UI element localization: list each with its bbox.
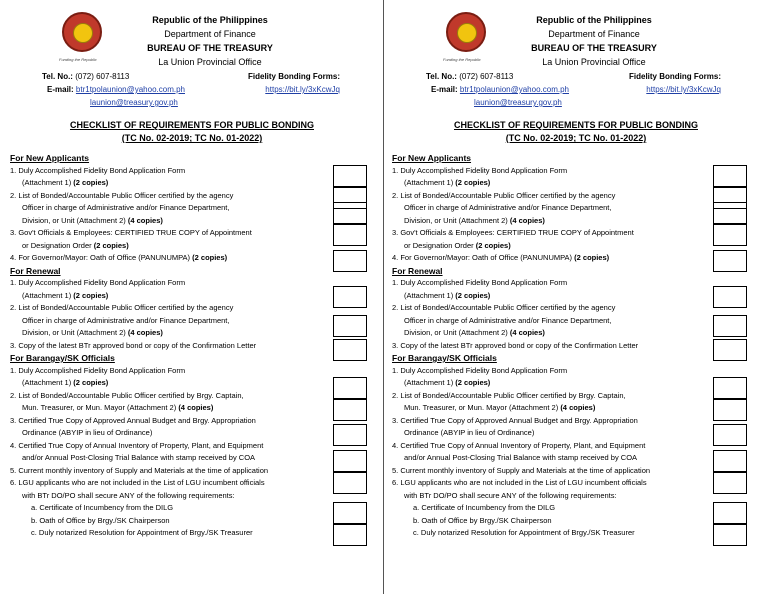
- list-item: 1. Duly Accomplished Fidelity Bond Application Form: [10, 365, 186, 375]
- list-item: 3. Gov't Officials & Employees: CERTIFIED TRUE COPY of Appointment: [392, 228, 634, 237]
- checkbox[interactable]: [713, 339, 747, 361]
- list-item: Officer in charge of Administrative and/or Finance Department,: [404, 315, 612, 325]
- email-link-1[interactable]: btr1tpolaunion@yahoo.com.ph: [75, 85, 185, 94]
- requirements-list: [10, 152, 330, 540]
- checkbox[interactable]: [713, 202, 747, 224]
- list-item: (Attachment 1) (2 copies): [404, 378, 491, 387]
- list-item: with BTr DO/PO shall secure ANY of the following requirements:: [404, 490, 617, 500]
- list-item: 5. Current monthly inventory of Supply and Materials at the time of application: [10, 465, 269, 475]
- tel-label: Tel. No.:: [42, 72, 73, 81]
- list-item: (Attachment 1) (2 copies): [404, 290, 491, 300]
- list-item: Division, or Unit (Attachment 2) (4 copies): [404, 328, 545, 337]
- list-item: 1. Duly Accomplished Fidelity Bond Application Form: [10, 165, 186, 175]
- list-item: 3. Copy of the latest BTr approved bond or copy of the Confirmation Letter: [392, 340, 639, 350]
- tel-value: (072) 607-8113: [75, 72, 130, 81]
- list-item: (Attachment 1) (2 copies): [22, 178, 109, 187]
- list-item: 4. Certified True Copy of Annual Inventory of Property, Plant, and Equipment: [10, 440, 264, 450]
- list-item: 6. LGU applicants who are not included in the List of LGU incumbent officials: [392, 478, 647, 487]
- fidelity-block: [248, 70, 340, 96]
- list-item: Mun. Treasurer, or Mun. Mayor (Attachment 2) (4 copies): [404, 403, 596, 412]
- checkbox[interactable]: [713, 502, 747, 524]
- checkbox[interactable]: [713, 165, 747, 187]
- section-heading-new: For New Applicants: [392, 153, 472, 163]
- header-line-4: La Union Provincial Office: [542, 57, 646, 67]
- fidelity-block: [629, 70, 721, 96]
- list-item: a. Certificate of Incumbency from the DILG: [413, 503, 556, 512]
- list-item: 3. Gov't Officials & Employees: CERTIFIED TRUE COPY of Appointment: [10, 228, 252, 237]
- checkbox[interactable]: [333, 165, 367, 187]
- list-item: Mun. Treasurer, or Mun. Mayor (Attachment 2) (4 copies): [22, 403, 214, 412]
- checklist-subtitle: (TC No. 02-2019; TC No. 01-2022): [121, 133, 263, 143]
- fidelity-label: Fidelity Bonding Forms:: [629, 72, 721, 81]
- list-item: 4. For Governor/Mayor: Oath of Office (PANUNUMPA) (2 copies): [392, 253, 610, 262]
- list-item: Ordinance (ABYIP in lieu of Ordinance): [22, 428, 153, 437]
- header-line-4: La Union Provincial Office: [158, 57, 262, 67]
- list-item: Division, or Unit (Attachment 2) (4 copies): [22, 215, 163, 225]
- header-line-1: Republic of the Philippines: [536, 15, 652, 25]
- contact-block: [42, 70, 185, 109]
- list-item: b. Oath of Office by Brgy./SK Chairperson: [413, 515, 552, 525]
- list-item: 2. List of Bonded/Accountable Public Officer certified by the agency: [10, 303, 234, 312]
- list-item: Officer in charge of Administrative and/or Finance Department,: [22, 203, 230, 212]
- checkbox[interactable]: [333, 202, 367, 224]
- seal-caption: Funding the Republic: [59, 57, 97, 62]
- list-item: 1. Duly Accomplished Fidelity Bond Application Form: [392, 165, 568, 175]
- checkbox[interactable]: [333, 339, 367, 361]
- checkbox[interactable]: [333, 450, 367, 472]
- list-item: 4. Certified True Copy of Annual Inventory of Property, Plant, and Equipment: [392, 440, 646, 450]
- checkbox[interactable]: [713, 472, 747, 494]
- list-item: 1. Duly Accomplished Fidelity Bond Application Form: [10, 278, 186, 287]
- list-item: 4. For Governor/Mayor: Oath of Office (PANUNUMPA) (2 copies): [10, 253, 228, 262]
- seal-caption: Funding the Republic: [443, 57, 481, 62]
- list-item: 2. List of Bonded/Accountable Public Officer certified by Brgy. Captain,: [10, 390, 244, 400]
- list-item: c. Duly notarized Resolution for Appointment of Brgy./SK Treasurer: [413, 528, 635, 537]
- requirements-list: [392, 152, 712, 540]
- letterhead: [479, 13, 709, 69]
- email-label: E-mail:: [47, 85, 74, 94]
- checkbox[interactable]: [713, 224, 747, 246]
- contact-block: [426, 70, 569, 109]
- header-line-2: Department of Finance: [548, 29, 640, 39]
- letterhead: [95, 13, 325, 69]
- checkbox[interactable]: [713, 399, 747, 421]
- section-heading-renewal: For Renewal: [392, 265, 443, 276]
- section-heading-barangay: For Barangay/SK Officials: [10, 353, 115, 363]
- section-heading-renewal: For Renewal: [10, 265, 61, 276]
- list-item: 3. Copy of the latest BTr approved bond or copy of the Confirmation Letter: [10, 340, 257, 350]
- fidelity-label: Fidelity Bonding Forms:: [248, 72, 340, 81]
- checkbox[interactable]: [713, 524, 747, 546]
- tel-value: (072) 607-8113: [459, 72, 514, 81]
- list-item: 6. LGU applicants who are not included in the List of LGU incumbent officials: [10, 478, 265, 487]
- email-label: E-mail:: [431, 85, 458, 94]
- checkbox[interactable]: [713, 250, 747, 272]
- list-item: 2. List of Bonded/Accountable Public Officer certified by the agency: [10, 190, 234, 200]
- list-item: Officer in charge of Administrative and/or Finance Department,: [22, 315, 230, 325]
- checkbox[interactable]: [333, 524, 367, 546]
- list-item: Division, or Unit (Attachment 2) (4 copies): [22, 328, 163, 337]
- header-line-1: Republic of the Philippines: [152, 15, 268, 25]
- checkbox[interactable]: [333, 399, 367, 421]
- checklist-subtitle: (TC No. 02-2019; TC No. 01-2022): [505, 133, 647, 143]
- fidelity-link[interactable]: https://bit.ly/3xKcwJq: [265, 85, 340, 94]
- list-item: (Attachment 1) (2 copies): [404, 178, 491, 187]
- checkbox[interactable]: [333, 502, 367, 524]
- fidelity-link[interactable]: https://bit.ly/3xKcwJq: [646, 85, 721, 94]
- list-item: or Designation Order (2 copies): [22, 240, 129, 250]
- checkbox[interactable]: [713, 377, 747, 399]
- checkbox[interactable]: [713, 286, 747, 308]
- checkbox[interactable]: [333, 224, 367, 246]
- list-item: with BTr DO/PO shall secure ANY of the following requirements:: [22, 490, 235, 500]
- email-link-1[interactable]: btr1tpolaunion@yahoo.com.ph: [459, 85, 569, 94]
- checkbox[interactable]: [333, 286, 367, 308]
- list-item: 3. Certified True Copy of Approved Annual Budget and Brgy. Appropriation: [10, 415, 256, 425]
- list-item: 5. Current monthly inventory of Supply and Materials at the time of application: [392, 465, 651, 475]
- checkbox[interactable]: [333, 424, 367, 446]
- checkbox[interactable]: [713, 424, 747, 446]
- list-item: or Designation Order (2 copies): [404, 240, 511, 250]
- list-item: 1. Duly Accomplished Fidelity Bond Application Form: [392, 365, 568, 375]
- tel-label: Tel. No.:: [426, 72, 457, 81]
- list-item: Ordinance (ABYIP in lieu of Ordinance): [404, 428, 535, 437]
- email-link-2[interactable]: launion@treasury.gov.ph: [90, 98, 178, 107]
- list-item: and/or Annual Post-Closing Trial Balance with stamp received by COA: [22, 453, 256, 462]
- checklist-copy-right: [384, 0, 768, 594]
- header-line-3: BUREAU OF THE TREASURY: [531, 43, 657, 53]
- section-heading-new: For New Applicants: [10, 153, 90, 163]
- email-link-2[interactable]: launion@treasury.gov.ph: [474, 98, 562, 107]
- checkbox[interactable]: [333, 250, 367, 272]
- list-item: and/or Annual Post-Closing Trial Balance with stamp received by COA: [404, 453, 638, 462]
- list-item: 2. List of Bonded/Accountable Public Officer certified by the agency: [392, 303, 616, 312]
- header-line-3: BUREAU OF THE TREASURY: [147, 43, 273, 53]
- checkbox[interactable]: [333, 472, 367, 494]
- checkbox[interactable]: [713, 450, 747, 472]
- checklist-title: CHECKLIST OF REQUIREMENTS FOR PUBLIC BONDING: [453, 120, 698, 130]
- list-item: Officer in charge of Administrative and/or Finance Department,: [404, 203, 612, 212]
- section-heading-barangay: For Barangay/SK Officials: [392, 353, 497, 363]
- list-item: 2. List of Bonded/Accountable Public Officer certified by the agency: [392, 190, 616, 200]
- list-item: a. Certificate of Incumbency from the DILG: [31, 503, 174, 512]
- list-item: 3. Certified True Copy of Approved Annual Budget and Brgy. Appropriation: [392, 415, 638, 425]
- checkbox[interactable]: [713, 315, 747, 337]
- checklist-title: CHECKLIST OF REQUIREMENTS FOR PUBLIC BONDING: [69, 120, 314, 130]
- list-item: (Attachment 1) (2 copies): [22, 290, 109, 300]
- checkbox[interactable]: [333, 377, 367, 399]
- list-item: 1. Duly Accomplished Fidelity Bond Application Form: [392, 278, 568, 287]
- list-item: (Attachment 1) (2 copies): [22, 378, 109, 387]
- list-item: 2. List of Bonded/Accountable Public Officer certified by Brgy. Captain,: [392, 390, 626, 400]
- list-item: b. Oath of Office by Brgy./SK Chairperson: [31, 515, 170, 525]
- list-item: c. Duly notarized Resolution for Appointment of Brgy./SK Treasurer: [31, 528, 253, 537]
- header-line-2: Department of Finance: [164, 29, 256, 39]
- checkbox[interactable]: [333, 315, 367, 337]
- list-item: Division, or Unit (Attachment 2) (4 copies): [404, 215, 545, 225]
